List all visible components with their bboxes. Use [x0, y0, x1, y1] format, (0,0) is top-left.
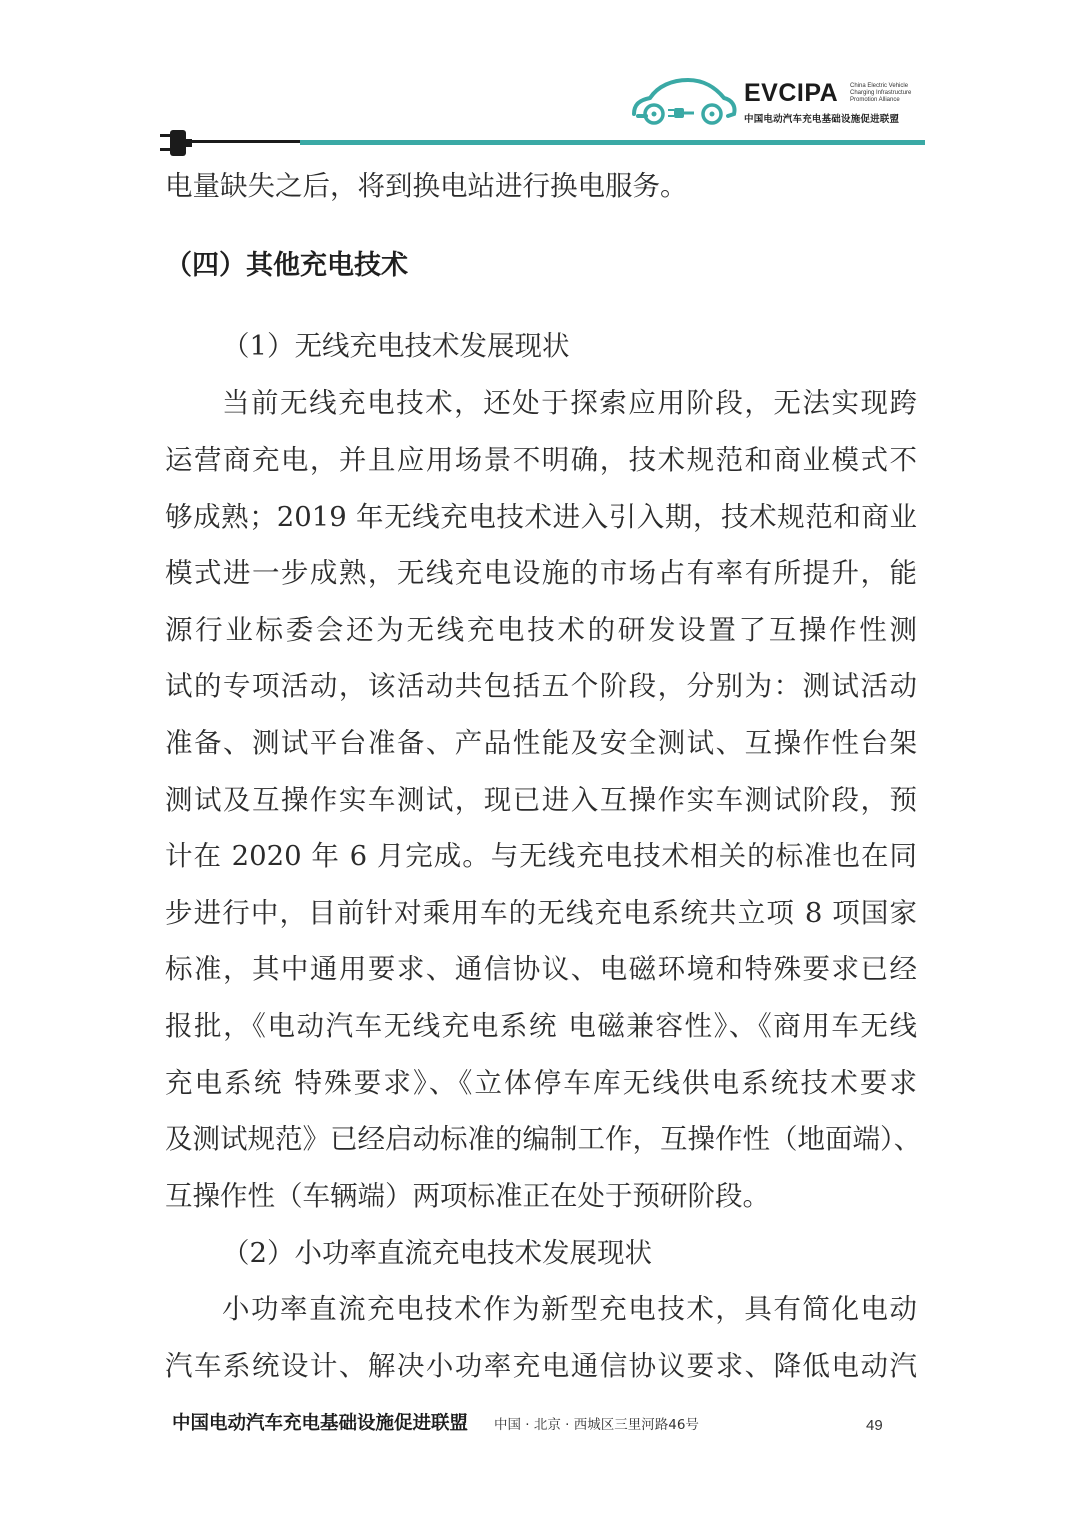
- brand-name: EVCIPA: [744, 79, 839, 107]
- paragraph-line: 小功率直流充电技术作为新型充电技术，具有简化电动: [222, 1293, 917, 1325]
- page-header: [0, 0, 1080, 165]
- body-text-line: 电量缺失之后，将到换电站进行换电服务。: [165, 170, 688, 202]
- paragraph-line: 互操作性（车辆端）两项标准正在处于预研阶段。: [165, 1180, 770, 1212]
- paragraph-line: 当前无线充电技术，还处于探索应用阶段，无法实现跨: [222, 387, 917, 419]
- footer-address: 中国 · 北京 · 西城区三里河路46号: [494, 1417, 699, 1433]
- subsection-heading: （2）小功率直流充电技术发展现状: [222, 1237, 652, 1269]
- brand-en-line: Promotion Alliance: [850, 97, 900, 103]
- paragraph-line: 运营商充电，并且应用场景不明确，技术规范和商业模式不: [165, 444, 917, 476]
- paragraph-line: 报批，《电动汽车无线充电系统 电磁兼容性》、《商用车无线: [165, 1010, 917, 1042]
- paragraph-line: 充电系统 特殊要求》、《立体停车库无线供电系统技术要求: [165, 1067, 917, 1099]
- paragraph-line: 及测试规范》已经启动标准的编制工作，互操作性（地面端）、: [165, 1123, 922, 1155]
- brand-en-line: Charging Infrastructure: [850, 90, 912, 96]
- paragraph-line: 测试及互操作实车测试，现已进入互操作实车测试阶段，预: [165, 784, 917, 816]
- paragraph-line: 模式进一步成熟，无线充电设施的市场占有率有所提升，能: [165, 557, 917, 589]
- paragraph-line: 步进行中，目前针对乘用车的无线充电系统共立项 8 项国家: [165, 897, 917, 929]
- paragraph-line: 标准，其中通用要求、通信协议、电磁环境和特殊要求已经: [165, 953, 917, 985]
- paragraph-line: 汽车系统设计、解决小功率充电通信协议要求、降低电动汽: [165, 1350, 917, 1382]
- brand-chinese-name: 中国电动汽车充电基础设施促进联盟: [744, 114, 900, 125]
- brand-english-name: [850, 83, 930, 104]
- paragraph-line: 试的专项活动，该活动共包括五个阶段，分别为：测试活动: [165, 670, 917, 702]
- brand-en-line: China Electric Vehicle: [850, 83, 909, 89]
- brand-block: [744, 78, 924, 128]
- section-heading: （四）其他充电技术: [165, 250, 408, 281]
- subsection-heading: （1）无线充电技术发展现状: [222, 330, 570, 362]
- footer-organization: 中国电动汽车充电基础设施促进联盟: [172, 1413, 469, 1434]
- paragraph-line: 准备、测试平台准备、产品性能及安全测试、互操作性台架: [165, 727, 917, 759]
- page-number: 49: [866, 1417, 883, 1434]
- ev-car-logo-icon: [628, 74, 738, 130]
- paragraph-line: 计在 2020 年 6 月完成。与无线充电技术相关的标准也在同: [165, 840, 917, 872]
- paragraph-line: 源行业标委会还为无线充电技术的研发设置了互操作性测: [165, 614, 917, 646]
- paragraph-line: 够成熟；2019 年无线充电技术进入引入期，技术规范和商业: [165, 501, 917, 533]
- header-plug-rule-icon: [150, 126, 925, 160]
